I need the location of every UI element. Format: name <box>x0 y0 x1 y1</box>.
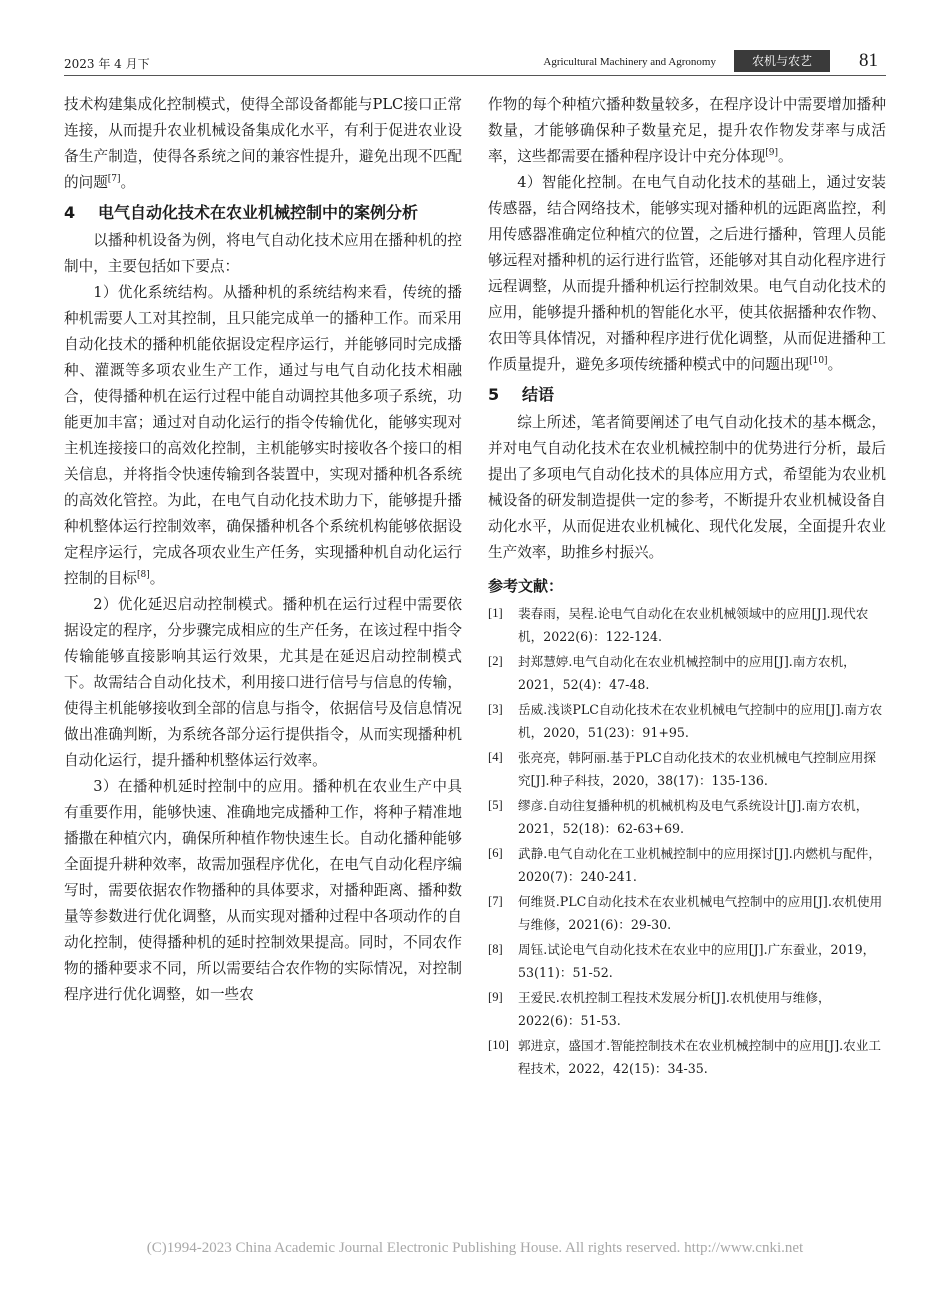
reference-text: 周钰.试论电气自动化技术在农业中的应用[J].广东蚕业，2019，53(11)：51-52. <box>518 942 876 980</box>
paragraph-point-1 <box>64 280 462 592</box>
journal-name-english: Agricultural Machinery and Agronomy <box>543 56 716 68</box>
reference-text: 郭进京，盛国才.智能控制技术在农业机械控制中的应用[J].农业工程技术，2022，42(15)：34-35. <box>518 1038 881 1076</box>
reference-text: 封郑慧婷.电气自动化在农业机械控制中的应用[J].南方农机，2021，52(4)：47-48. <box>518 654 856 692</box>
paragraph-intro <box>64 92 462 196</box>
citation: [7] <box>107 174 121 184</box>
page-number: 81 <box>859 50 878 71</box>
left-column <box>64 92 462 1008</box>
paragraph-point-3: 3）在播种机延时控制中的应用。播种机在农业生产中具有重要作用，能够快速、准确地完成播种工作，将种子精准地播撒在种植穴内，确保所种植作物快速生长。自动化播种能够全面提升耕种效率，故需加强程序优化，在电气自动化程序编写时，需要依据农作物播种的具体要求，对播种距离、播种数量等参数进行优化调整，从而实现对播种过程中各项动作的自动化控制，使得播种机的延时控制效果提高。同时，不同农作物的播种要求不同，所以需要结合农作物的实际情况，对控制程序进行优化调整，如一些农 <box>64 778 462 1003</box>
reference-text: 缪彦.自动往复播种机的机械机构及电气系统设计[J].南方农机，2021，52(18)：62-63+69. <box>518 798 869 836</box>
reference-text: 张亮亮，韩阿丽.基于PLC自动化技术的农业机械电气控制应用探究[J].种子科技，2020，38(17)：135-136. <box>518 750 876 788</box>
paragraph-text: 4）智能化控制。在电气自动化技术的基础上，通过安装传感器，结合网络技术，能够实现对播种机的远距离监控，利用传感器准确定位种植穴的位置，之后进行播种，管理人员能够远程对播种机的运行进行监管，还能够对其自动化程序进行远程调整，从而提升播种机运行控制效果。电气自动化技术的应用，能够提升播种机的智能化水平，使其依据播种农作物、农田等具体情况，对播种程序进行优化调整，从而促进播种工作质量提升，避免多项传统播种模式中的问题出现 <box>488 174 886 373</box>
reference-number: [10] <box>488 1038 509 1052</box>
reference-text: 岳威.浅谈PLC自动化技术在农业机械电气控制中的应用[J].南方农机，2020，51(23)：91+95. <box>518 702 883 740</box>
reference-text: 何维贤.PLC自动化技术在农业机械电气控制中的应用[J].农机使用与维修，2021(6)：29-30. <box>518 894 883 932</box>
reference-text: 裴春雨，吴程.论电气自动化在农业机械领域中的应用[J].现代农机，2022(6)：122-124. <box>518 606 869 644</box>
citation: [8] <box>136 570 150 580</box>
punctuation: 。 <box>827 356 843 373</box>
paragraph-text: 1）优化系统结构。从播种机的系统结构来看，传统的播种机需要人工对其控制，且只能完成单一的播种工作。而采用自动化技术的播种机能依据设定程序运行，并能够同时完成播种、灌溉等多项农业生产工作，通过与电气自动化技术相融合，使得播种机在运行过程中能自动调控其他多项子系统，功能更加丰富；通过对自动化运行的指令传输优化，能够实现对主机连接接口的高效化控制，主机能够实时接收各个接口的相关信息，并将指令快速传输到各装置中，实现对播种机各系统的高效化管控。为此，在电气自动化技术助力下，能够提升播种机整体运行控制效率，确保播种机各个系统机构能够依据设定程序运行，完成各项农业生产任务，实现播种机自动化运行控制的目标 <box>64 284 462 587</box>
paragraph-text: 技术构建集成化控制模式，使得全部设备都能与PLC接口正常连接，从而提升农业机械设备集成化水平，有利于促进农业设备生产制造，使得各系统之间的兼容性提升，避免出现不匹配的问题 <box>64 96 462 191</box>
reference-text: 王爱民.农机控制工程技术发展分析[J].农机使用与维修，2022(6)：51-53. <box>518 990 831 1028</box>
reference-item <box>488 986 886 1032</box>
reference-item <box>488 698 886 744</box>
paragraph-point-2: 2）优化延迟启动控制模式。播种机在运行过程中需要依据设定的程序，分步骤完成相应的生产任务，在该过程中指令传输能够直接影响其运行效果，尤其是在延迟启动控制模式下。故需结合自动化技术，利用接口进行信号与信息的传输，使得主机能够接收到全部的信息与指令，依据信号及信息情况做出准确判断，为系统各部分运行提供指令，从而实现播种机自动化运行，提升播种机整体运行效率。 <box>64 596 462 769</box>
reference-number: [1] <box>488 606 503 620</box>
reference-item <box>488 842 886 888</box>
page-header <box>64 50 886 76</box>
reference-item <box>488 890 886 936</box>
reference-number: [5] <box>488 798 503 812</box>
reference-item <box>488 1034 886 1080</box>
section-number: 4 <box>64 203 76 222</box>
copyright-footer: (C)1994-2023 China Academic Journal Electronic Publishing House. All rights reserved. http://www.cnki.net <box>146 1240 804 1256</box>
reference-list <box>488 602 886 1080</box>
reference-item <box>488 794 886 840</box>
reference-item <box>488 650 886 696</box>
paragraph-conclusion: 综上所述，笔者简要阐述了电气自动化技术的基本概念，并对电气自动化技术在农业机械控制中的优势进行分析，最后提出了多项电气自动化技术的具体应用方式，希望能为农业机械设备的研发制造提供一定的参考，不断提升农业机械设备自动化水平，从而促进农业机械化、现代化发展，全面提升农业生产效率，助推乡村振兴。 <box>488 414 886 561</box>
punctuation: 。 <box>778 148 793 165</box>
references-heading: 参考文献： <box>488 577 564 595</box>
reference-number: [6] <box>488 846 503 860</box>
section-title: 结语 <box>522 385 555 404</box>
reference-item <box>488 746 886 792</box>
header-rule <box>64 75 886 76</box>
reference-item <box>488 602 886 648</box>
paragraph-text: 作物的每个种植穴播种数量较多，在程序设计中需要增加播种数量，才能够确保种子数量充足，提升农作物发芽率与成活率，这些都需要在播种程序设计中充分体现 <box>488 96 886 165</box>
section-5-heading <box>488 382 886 408</box>
reference-number: [2] <box>488 654 503 668</box>
paragraph-case: 以播种机设备为例，将电气自动化技术应用在播种机的控制中，主要包括如下要点： <box>64 232 462 275</box>
journal-name-badge: 农机与农艺 <box>734 50 830 72</box>
issue-date: 2023 年 4 月下 <box>64 57 150 71</box>
reference-number: [8] <box>488 942 503 956</box>
right-column <box>488 92 886 1082</box>
reference-number: [7] <box>488 894 503 908</box>
reference-item <box>488 938 886 984</box>
section-number: 5 <box>488 385 500 404</box>
citation: [10] <box>809 356 828 366</box>
reference-number: [9] <box>488 990 503 1004</box>
section-title: 电气自动化技术在农业机械控制中的案例分析 <box>98 203 419 222</box>
reference-number: [4] <box>488 750 503 764</box>
section-4-heading <box>64 200 462 226</box>
punctuation: 。 <box>120 174 136 191</box>
paragraph-point-3-continued <box>488 92 886 170</box>
punctuation: 。 <box>149 570 165 587</box>
citation: [9] <box>765 148 779 158</box>
reference-text: 武静.电气自动化在工业机械控制中的应用探讨[J].内燃机与配件，2020(7)：240-241. <box>518 846 881 884</box>
paragraph-point-4 <box>488 170 886 378</box>
reference-number: [3] <box>488 702 503 716</box>
